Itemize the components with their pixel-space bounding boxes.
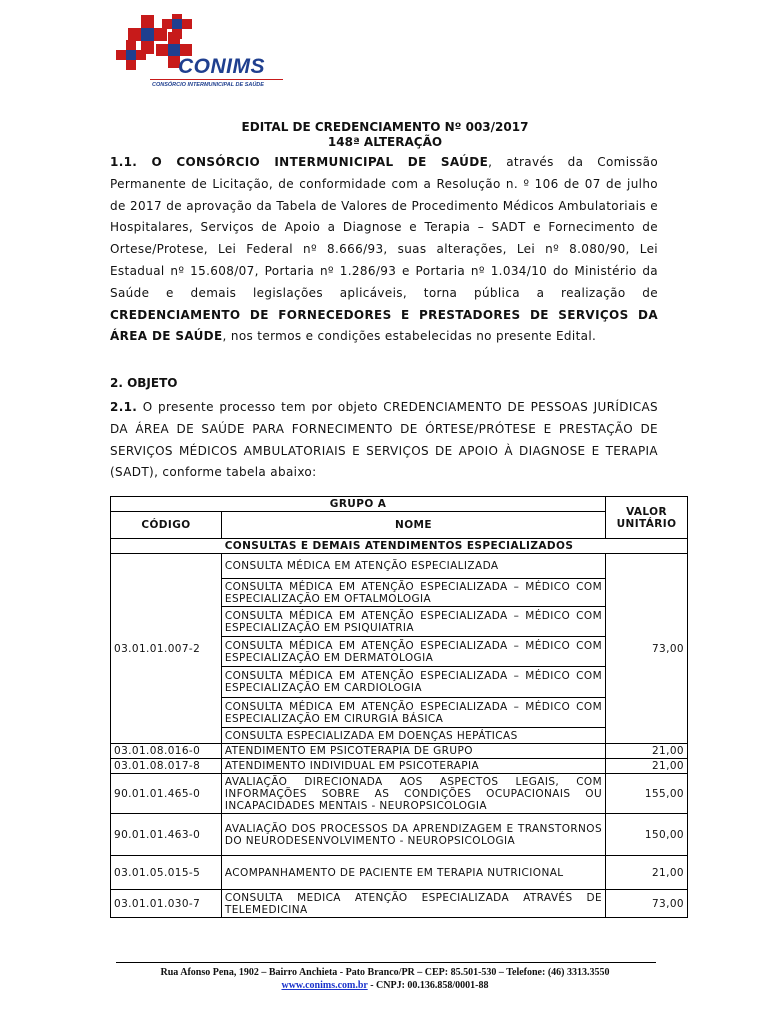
website-link[interactable]: www.conims.com.br [281,980,368,991]
paragraph-1-1 [110,152,658,348]
consult-item: CONSULTA MÉDICA EM ATENÇÃO ESPECIALIZADA – MÉDICO COM ESPECIALIZAÇÃO EM CARDIOLOGIA [221,667,605,698]
footer-contact [0,980,770,991]
paragraph-1-1-bold: CREDENCIAMENTO DE FORNECEDORES E PRESTADORES DE SERVIÇOS DA ÁREA DE SAÚDE [110,307,658,344]
consult-value: 73,00 [606,554,688,744]
footer-divider [116,962,656,963]
table-row [111,759,688,774]
row-value: 21,00 [606,759,688,774]
table-group-row [111,497,688,512]
row-code: 03.01.01.030-7 [111,890,222,918]
row-name: AVALIAÇÃO DIRECIONADA AOS ASPECTOS LEGAIS, COM INFORMAÇÕES SOBRE AS CONDIÇÕES OCUPACIONAIS OU INCAPACIDADES MENTAIS - NEUROPSICOLOGIA [221,774,605,814]
row-name: ATENDIMENTO INDIVIDUAL EM PSICOTERAPIA [221,759,605,774]
row-code: 03.01.08.016-0 [111,744,222,759]
row-value: 155,00 [606,774,688,814]
table-section-row [111,539,688,554]
section-label: CONSULTAS E DEMAIS ATENDIMENTOS ESPECIALIZADOS [111,539,688,554]
row-code: 90.01.01.465-0 [111,774,222,814]
logo-divider [150,79,283,80]
table-header-row [111,512,688,539]
row-value: 21,00 [606,744,688,759]
logo-name: CONIMS [178,55,265,78]
header-codigo: CÓDIGO [111,512,222,539]
paragraph-1-1-lead: 1.1. O CONSÓRCIO INTERMUNICIPAL DE SAÚDE [110,155,489,169]
table-row [111,890,688,918]
paragraph-2-1-body: O presente processo tem por objeto CREDENCIAMENTO DE PESSOAS JURÍDICAS DA ÁREA DE SAÚDE PARA FORNECIMENTO DE ÓRTESE/PRÓTESE E PRESTAÇÃO DE SERVIÇOS MÉDICOS AMBULATORIAIS E SERVIÇOS DE APOIO À DIAGNOSE E TERAPIA (SADT), conforme tabela abaixo: [110,400,658,480]
consult-item: CONSULTA MÉDICA EM ATENÇÃO ESPECIALIZADA – MÉDICO COM ESPECIALIZAÇÃO EM OFTALMOLOGIA [221,579,605,607]
logo-subtitle: CONSÓRCIO INTERMUNICIPAL DE SAÚDE [152,82,264,88]
row-code: 03.01.08.017-8 [111,759,222,774]
table-row [111,554,688,579]
table-row [111,774,688,814]
row-code: 90.01.01.463-0 [111,814,222,856]
consult-item: CONSULTA MÉDICA EM ATENÇÃO ESPECIALIZADA [221,554,605,579]
section-2-title: 2. OBJETO [110,376,178,390]
paragraph-2-1 [110,397,658,484]
row-name: AVALIAÇÃO DOS PROCESSOS DA APRENDIZAGEM E TRANSTORNOS DO NEURODESENVOLVIMENTO - NEUROPSICOLOGIA [221,814,605,856]
table-row [111,744,688,759]
consult-code: 03.01.01.007-2 [111,554,222,744]
header-nome: NOME [221,512,605,539]
consult-item: CONSULTA ESPECIALIZADA EM DOENÇAS HEPÁTICAS [221,728,605,744]
row-value: 73,00 [606,890,688,918]
row-name: CONSULTA MEDICA ATENÇÃO ESPECIALIZADA ATRAVÉS DE TELEMEDICINA [221,890,605,918]
row-name: ATENDIMENTO EM PSICOTERAPIA DE GRUPO [221,744,605,759]
procedures-table [110,496,688,918]
consult-item: CONSULTA MÉDICA EM ATENÇÃO ESPECIALIZADA – MÉDICO COM ESPECIALIZAÇÃO EM CIRURGIA BÁSICA [221,698,605,728]
footer-cnpj: - CNPJ: 00.136.858/0001-88 [367,980,489,991]
consult-item: CONSULTA MÉDICA EM ATENÇÃO ESPECIALIZADA – MÉDICO COM ESPECIALIZAÇÃO EM DERMATOLOGIA [221,637,605,667]
document-title: EDITAL DE CREDENCIAMENTO Nº 003/2017 [241,120,529,134]
row-value: 150,00 [606,814,688,856]
table-row [111,814,688,856]
row-code: 03.01.05.015-5 [111,856,222,890]
group-label: GRUPO A [111,497,606,512]
row-value: 21,00 [606,856,688,890]
paragraph-2-1-lead: 2.1. [110,400,138,414]
header-valor: VALOR UNITÁRIO [606,497,688,539]
paragraph-1-1-body: , através da Comissão Permanente de Licitação, de conformidade com a Resolução n. º 106 de 07 de julho de 2017 de aprovação da Tabela de Valores de Procedimento Médicos Ambulatoriais e Hospitalares, Serviços de Apoio a Diagnose e Terapia – SADT e Fornecimento de Ortese/Protese, Lei Federal nº 8.666/93, suas alterações, Lei nº 8.080/90, Lei Estadual nº 15.608/07, Portaria nº 1.286/93 e Portaria nº 1.034/10 do Ministério da Saúde e demais legislações aplicáveis, torna pública a realização de [110,155,659,300]
paragraph-1-1-tail: , nos termos e condições estabelecidas no presente Edital. [222,329,597,344]
table-row [111,856,688,890]
row-name: ACOMPANHAMENTO DE PACIENTE EM TERAPIA NUTRICIONAL [221,856,605,890]
consult-item: CONSULTA MÉDICA EM ATENÇÃO ESPECIALIZADA – MÉDICO COM ESPECIALIZAÇÃO EM PSIQUIATRIA [221,607,605,637]
footer-address: Rua Afonso Pena, 1902 – Bairro Anchieta - Pato Branco/PR – CEP: 85.501-530 – Telefone: (46) 3313.3550 [160,967,610,978]
document-subtitle: 148ª ALTERAÇÃO [327,135,443,149]
